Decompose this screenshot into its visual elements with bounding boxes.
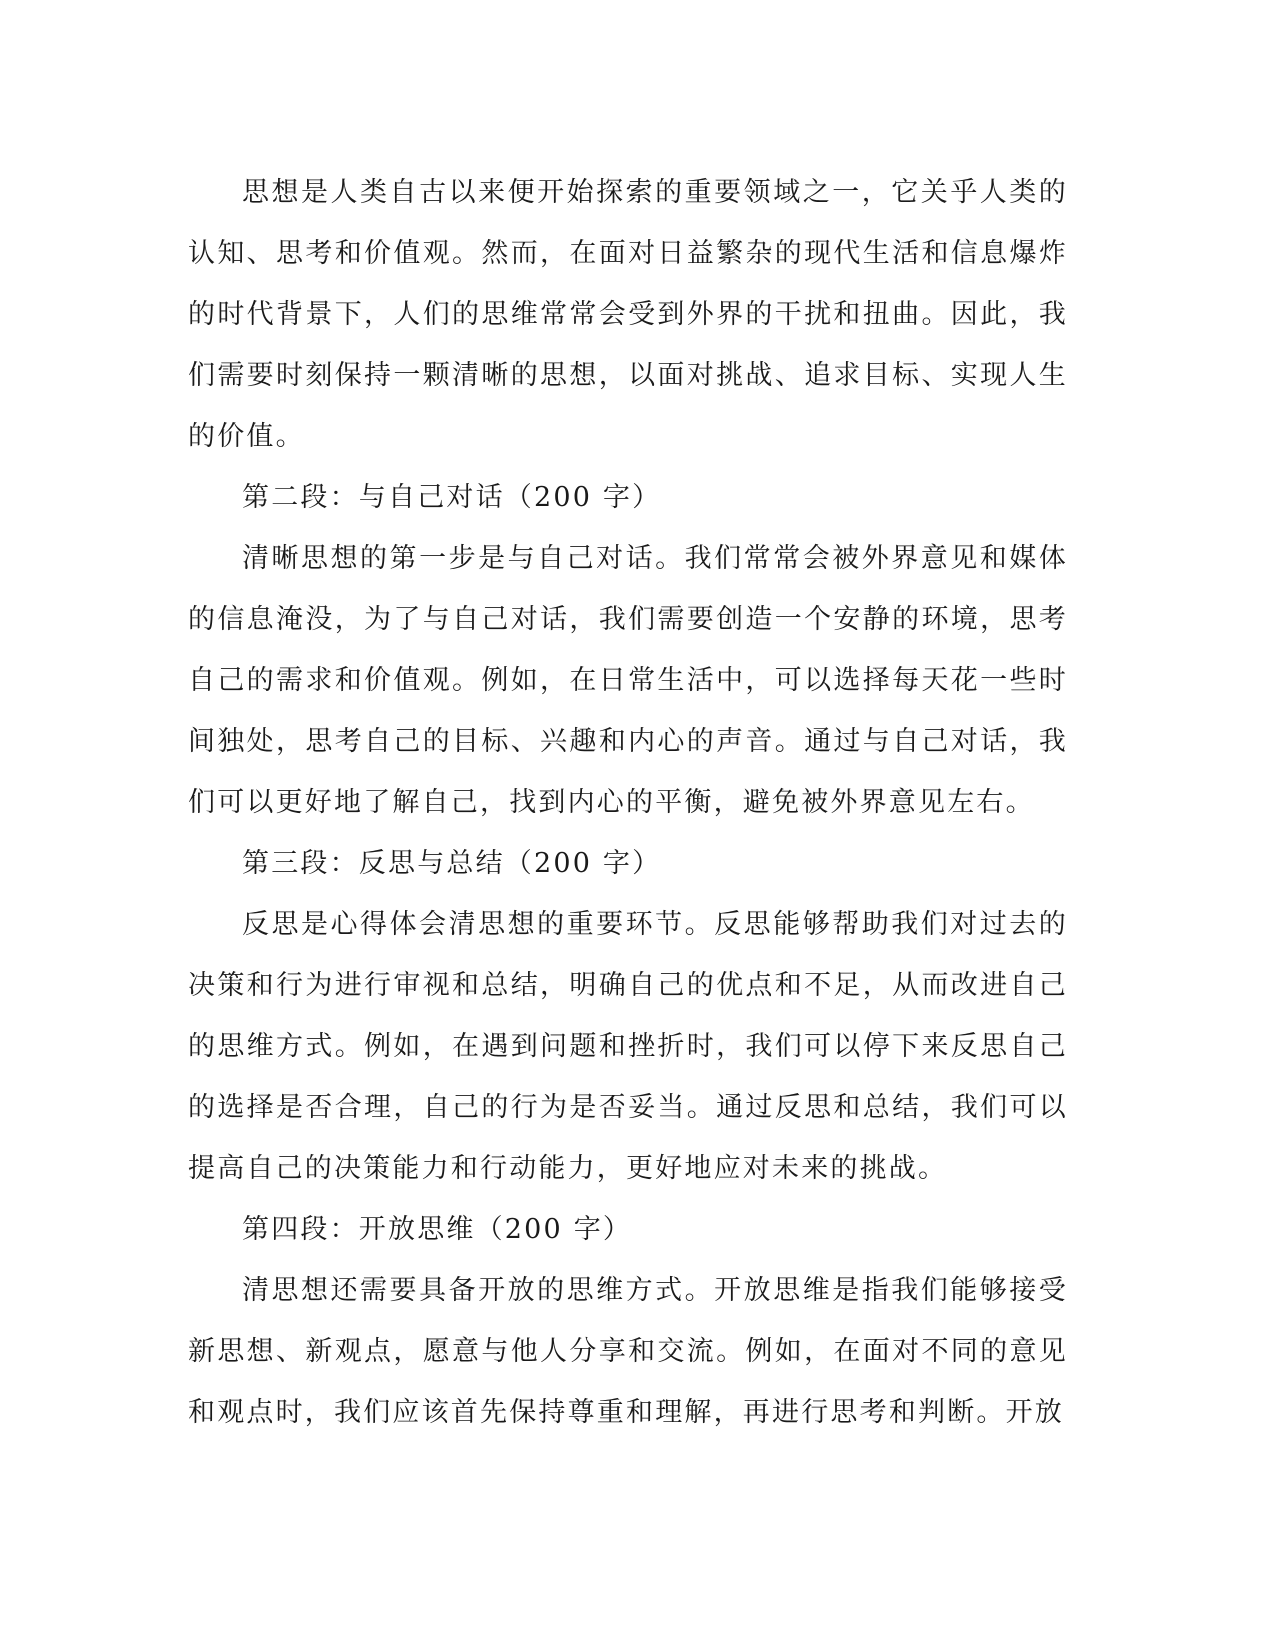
section-heading-4: 第四段：开放思维（200 字）	[242, 1214, 633, 1245]
section-paragraph-3: 反思是心得体会清思想的重要环节。反思能够帮助我们对过去的决策和行为进行审视和总结，明确自己的优点和不足，从而改进自己的思维方式。例如，在遇到问题和挫折时，我们可以停下来反思自己的选择是否合理，自己的行为是否妥当。通过反思和总结，我们可以提高自己的决策能力和行动能力，更好地应对未来的挑战。	[188, 909, 1068, 1184]
section-heading-2: 第二段：与自己对话（200 字）	[242, 482, 662, 513]
document-body	[188, 162, 1068, 1443]
intro-paragraph: 思想是人类自古以来便开始探索的重要领域之一，它关乎人类的认知、思考和价值观。然而，在面对日益繁杂的现代生活和信息爆炸的时代背景下，人们的思维常常会受到外界的干扰和扭曲。因此，我们需要时刻保持一颗清晰的思想，以面对挑战、追求目标、实现人生的价值。	[188, 177, 1068, 452]
section-paragraph-4: 清思想还需要具备开放的思维方式。开放思维是指我们能够接受新思想、新观点，愿意与他人分享和交流。例如，在面对不同的意见和观点时，我们应该首先保持尊重和理解，再进行思考和判断。开放	[188, 1275, 1068, 1428]
section-heading-3: 第三段：反思与总结（200 字）	[242, 848, 662, 879]
section-paragraph-2: 清晰思想的第一步是与自己对话。我们常常会被外界意见和媒体的信息淹没，为了与自己对话，我们需要创造一个安静的环境，思考自己的需求和价值观。例如，在日常生活中，可以选择每天花一些时间独处，思考自己的目标、兴趣和内心的声音。通过与自己对话，我们可以更好地了解自己，找到内心的平衡，避免被外界意见左右。	[188, 543, 1068, 818]
